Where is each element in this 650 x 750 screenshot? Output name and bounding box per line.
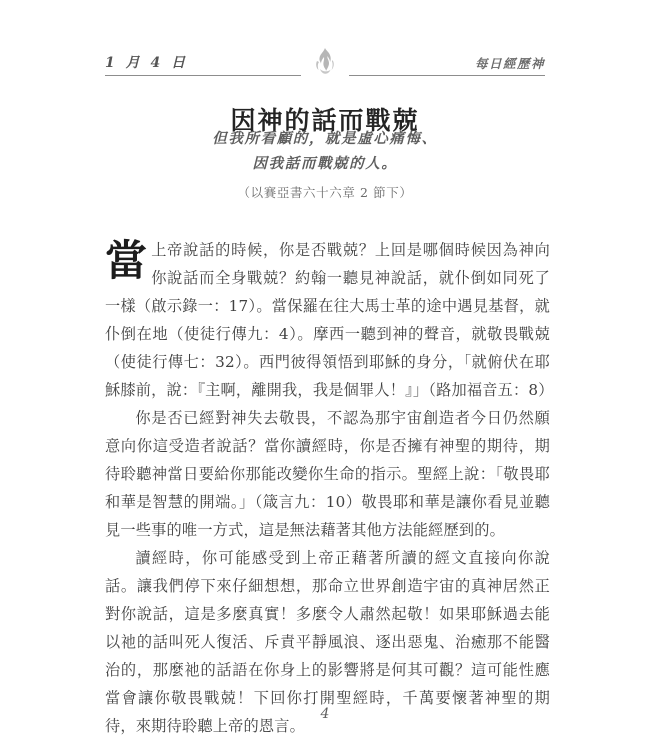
paragraph-1	[105, 236, 554, 404]
body-copy	[105, 236, 554, 740]
scripture-epigraph	[0, 126, 650, 201]
scripture-reference: （以賽亞書六十六章 2 節下）	[237, 185, 413, 200]
paragraph-3: 讀經時，你可能感受到上帝正藉著所讀的經文直接向你說話。讓我們停下來仔細想想，那命立世界創造宇宙的真神居然正對你說話，這是多麼真實！多麼令人肅然起敬！如果耶穌過去能以祂的話叫死人復活、斥責平靜風浪、逐出惡鬼、治癒那不能醫治的，那麼祂的話語在你身上的影響將是何其可觀？這可能性應當會讓你敬畏戰兢！下回你打開聖經時，千萬要懷著神聖的期待，來期待聆聽上帝的恩言。	[105, 549, 550, 735]
book-title: 每日經歷神	[474, 56, 545, 71]
epigraph-line-1: 但我所看顧的，就是虛心痛悔、	[212, 130, 438, 147]
page-number: 4	[320, 706, 330, 722]
epigraph-line-2: 因我話而戰兢的人。	[252, 155, 398, 172]
page-title: 因神的話而戰兢	[230, 105, 420, 135]
date-label: 1 月 4 日	[105, 55, 189, 71]
running-head-left	[105, 49, 301, 76]
flame-icon	[303, 46, 347, 76]
running-head	[105, 46, 545, 76]
running-head-right	[349, 49, 545, 76]
drop-cap: 當	[105, 236, 148, 285]
paragraph-2: 你是否已經對神失去敬畏，不認為那宇宙創造者今日仍然願意向你這受造者說話？當你讀經時，你是否擁有神聖的期待，期待聆聽神當日要給你那能改變你生命的指示。聖經上說：「敬畏耶和華是智慧的開端。」（箴言九：10）敬畏耶和華是讓你看見並聽見一些事的唯一方式，這是無法藉著其他方法能經歷到的。	[105, 409, 550, 539]
paragraph-1-text: 上帝說話的時候，你是否戰兢？上回是哪個時候因為神向你說話而全身戰兢？約翰一聽見神說話，就仆倒如同死了一樣（啟示錄一：17）。當保羅在往大馬士革的途中遇見基督，就仆倒在地（使徒行傳九：4）。摩西一聽到神的聲音，就敬畏戰兢（使徒行傳七：32）。西門彼得領悟到耶穌的身分，「就俯伏在耶穌膝前，說：『主啊，離開我，我是個罪人！』」（路加福音五：8）	[105, 241, 554, 399]
